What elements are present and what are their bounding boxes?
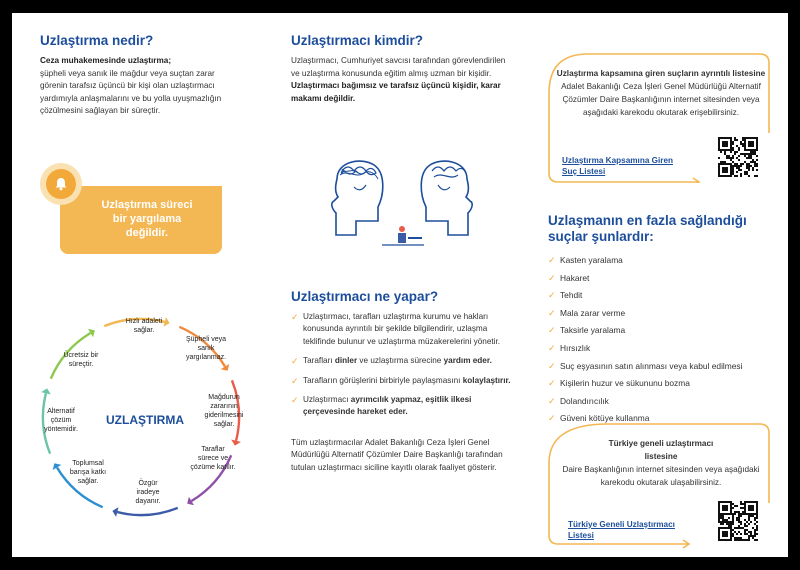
- list-item: ✓ Tarafların görüşlerini birbiriyle paylaşmasını kolaylaştırır.: [291, 375, 511, 386]
- crime-label: Mala zarar verme: [560, 307, 626, 318]
- check-icon: ✓: [548, 290, 556, 301]
- crime-item: [548, 340, 780, 358]
- cycle-center-label: UZLAŞTIRMA: [106, 413, 184, 427]
- check-icon: ✓: [548, 307, 556, 318]
- check-icon: ✓: [548, 395, 556, 406]
- mediation-illustration: [312, 151, 492, 259]
- crime-item: [548, 287, 780, 305]
- check-icon: ✓: [291, 375, 299, 386]
- crime-item: [548, 375, 780, 393]
- crime-item: [548, 358, 780, 376]
- crime-item: [548, 393, 780, 411]
- check-icon: ✓: [548, 342, 556, 353]
- crimes-list: [548, 252, 780, 428]
- cycle-segment-6: Toplumsal barışa katkı sağlar.: [69, 460, 107, 485]
- crime-label: Tehdit: [560, 290, 583, 301]
- qr-code-icon[interactable]: [718, 501, 758, 541]
- mediator-list-box: [548, 423, 770, 553]
- crime-list-link[interactable]: Uzlaştırma Kapsamına Giren Suç Listesi: [562, 156, 674, 176]
- check-icon: ✓: [291, 312, 299, 322]
- cycle-segment-4: Taraflar sürece ve çözüme katılır.: [190, 446, 236, 471]
- list-item: ✓ Uzlaştırmacı ayrımcılık yapmaz, eşitlik ilkesi çerçevesinde hareket eder.: [291, 395, 472, 417]
- heading-what-is: Uzlaştırma nedir?: [40, 33, 154, 48]
- list-item: ✓ Tarafları dinler ve uzlaştırma sürecine yardım eder.: [291, 356, 492, 367]
- crime-item: [548, 305, 780, 323]
- check-icon: ✓: [548, 378, 556, 389]
- check-icon: ✓: [291, 395, 299, 406]
- check-icon: ✓: [548, 325, 556, 336]
- crime-label: Kişilerin huzur ve sükununu bozma: [560, 378, 690, 389]
- mediator-list-text: Türkiye geneli uzlaştırmacı listesine Daire Başkanlığının internet sitesinden veya aşağıdaki karekodu okutarak ulaşabilirsiniz.: [562, 439, 760, 487]
- cycle-segment-5: Özgür iradeye dayanır.: [135, 480, 161, 505]
- heading-crimes: Uzlaşmanın en fazla sağlandığı suçlar şunlardır:: [548, 213, 747, 244]
- cycle-arrow: [117, 508, 177, 515]
- column-what-does: [291, 289, 516, 475]
- crime-list-box: [548, 53, 770, 183]
- crime-label: Dolandırıcılık: [560, 395, 609, 406]
- check-icon: ✓: [548, 360, 556, 371]
- crime-label: Kasten yaralama: [560, 255, 623, 265]
- check-icon: ✓: [291, 356, 299, 367]
- who-is-paragraph: Uzlaştırmacı, Cumhuriyet savcısı tarafından görevlendirilen ve uzlaştırma konusunda eğitim almış uzman bir kişidir. Uzlaştırmacı bağımsız ve tarafsız üçüncü kişidir, karar makamı değildir.: [291, 56, 506, 103]
- mediator-list-link[interactable]: Türkiye Geneli Uzlaştırmacı Listesi: [568, 520, 675, 540]
- cycle-segment-2: Şüpheli veya sanık yargılanmaz.: [185, 336, 227, 361]
- crime-label: Güveni kötüye kullanma: [560, 413, 650, 424]
- cycle-segment-1: Hızlı adaleti sağlar.: [125, 318, 163, 334]
- crime-list-text: Uzlaştırma kapsamına giren suçların ayrıntılı listesine Adalet Bakanlığı Ceza İşleri Genel Müdürlüğü Alternatif Çözümler Daire Başkanlığının internet sitesinden veya aşağıdaki karekodu okutarak erişebilirsiniz.: [556, 69, 766, 117]
- list-item: ✓ Uzlaştırmacı, tarafları uzlaştırma kurumu ve hakları konusunda ayrıntılı bir şekilde bilgilendirir, uzlaşma teklifinde bulunur ve uzlaştırma müzakerelerini yönetir.: [291, 312, 501, 346]
- crime-label: Suç eşyasının satın alınması veya kabul edilmesi: [560, 360, 743, 371]
- check-icon: ✓: [548, 272, 556, 283]
- column-what-is: [40, 33, 240, 118]
- duties-list: [291, 311, 516, 419]
- column-mediator: [291, 33, 516, 105]
- cycle-segment-7: Alternatif çözüm yöntemidir.: [44, 408, 78, 433]
- bell-icon: [46, 169, 76, 199]
- cycle-segment-3: Mağdurun zararının giderilmesini sağlar.: [204, 394, 244, 428]
- crime-label: Hakaret: [560, 272, 590, 283]
- callout-text: Uzlaştırma süreci bir yargılama değildir.: [101, 199, 193, 239]
- registry-note: Tüm uzlaştırmacılar Adalet Bakanlığı Ceza İşleri Genel Müdürlüğü Alternatif Çözümler Daire Başkanlığı tarafından tutulan uzlaştırmacı siciline kayıtlı olarak faaliyet gösterir.: [291, 437, 503, 473]
- benefits-cycle: [30, 295, 252, 535]
- what-is-paragraph: Ceza muhakemesinde uzlaştırma; şüpheli veya sanık ile mağdur veya suçtan zarar görenin tarafsız üçüncü bir kişi olan uzlaştırmacı yardımıyla anlaşmalarını ve bu yolla uyuşmazlığın çözülmesini sağlayan bir süreçtir.: [40, 56, 222, 116]
- crime-item: [548, 322, 780, 340]
- bell-badge: [40, 163, 82, 205]
- check-icon: ✓: [548, 413, 556, 424]
- crimes-section: [548, 213, 780, 428]
- crime-label: Taksirle yaralama: [560, 325, 626, 336]
- crime-item: [548, 252, 780, 270]
- crime-label: Hırsızlık: [560, 342, 591, 353]
- heading-who-is: Uzlaştırmacı kimdir?: [291, 33, 424, 48]
- cycle-segment-8: Ücretsiz bir süreçtir.: [63, 352, 99, 368]
- qr-code-icon[interactable]: [718, 137, 758, 177]
- crime-item: [548, 270, 780, 288]
- callout-box: [60, 186, 222, 254]
- brochure-page: [12, 13, 788, 557]
- check-icon: ✓: [548, 255, 556, 265]
- heading-what-does: Uzlaştırmacı ne yapar?: [291, 289, 439, 304]
